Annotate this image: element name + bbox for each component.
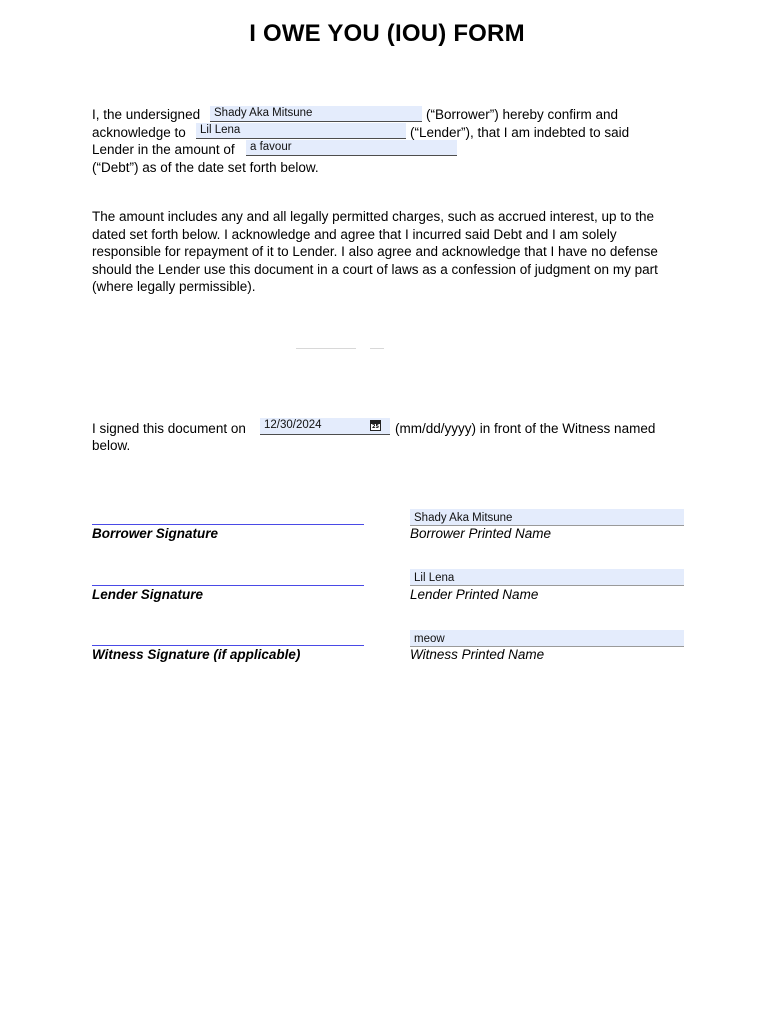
debt-amount-input[interactable]: a favour: [246, 140, 457, 156]
intro-line-2-suffix: (“Lender”), that I am indebted to said: [410, 125, 630, 140]
lender-printed-name-label: Lender Printed Name: [410, 587, 539, 602]
faint-mark: [296, 348, 356, 349]
borrower-signature-line[interactable]: [92, 524, 364, 525]
borrower-signature-label: Borrower Signature: [92, 526, 219, 541]
witness-signature-label: Witness Signature (if applicable): [92, 647, 301, 662]
lender-printed-name-input[interactable]: Lil Lena: [410, 569, 684, 586]
intro-line-2-prefix: acknowledge to: [92, 125, 186, 140]
signed-line-suffix: (mm/dd/yyyy) in front of the Witness named: [395, 421, 656, 436]
intro-line-1-prefix: I, the undersigned: [92, 107, 201, 122]
form-title: I OWE YOU (IOU) FORM: [249, 20, 525, 47]
witness-signature-line[interactable]: [92, 645, 364, 646]
borrower-name-input[interactable]: Shady Aka Mitsune: [210, 106, 422, 122]
calendar-day: 25: [372, 424, 379, 430]
signed-line-prefix: I signed this document on: [92, 421, 246, 436]
witness-printed-name-input[interactable]: meow: [410, 630, 684, 647]
terms-paragraph: The amount includes any and all legally permitted charges, such as accrued interest, up to the dated set forth below. I acknowledge and agree that I incurred said Debt and I am solely responsible for repayment of it to Lender. I also agree and acknowledge that I have no defense should the Lender use this document in a court of laws as a confession of judgment on my part (where legally permissible).: [92, 209, 658, 295]
signed-line-2: below.: [92, 438, 131, 453]
intro-line-4: (“Debt”) as of the date set forth below.: [92, 160, 319, 175]
borrower-printed-name-input[interactable]: Shady Aka Mitsune: [410, 509, 684, 526]
signed-date-input[interactable]: 12/30/2024: [260, 418, 390, 435]
intro-line-3-prefix: Lender in the amount of: [92, 142, 235, 157]
faint-mark: [370, 348, 384, 349]
witness-printed-name-label: Witness Printed Name: [410, 647, 545, 662]
calendar-icon[interactable]: [370, 420, 381, 431]
intro-line-1-suffix: (“Borrower”) hereby confirm and: [426, 107, 619, 122]
lender-name-input[interactable]: Lil Lena: [196, 123, 406, 139]
lender-signature-line[interactable]: [92, 585, 364, 586]
borrower-printed-name-label: Borrower Printed Name: [410, 526, 552, 541]
lender-signature-label: Lender Signature: [92, 587, 204, 602]
